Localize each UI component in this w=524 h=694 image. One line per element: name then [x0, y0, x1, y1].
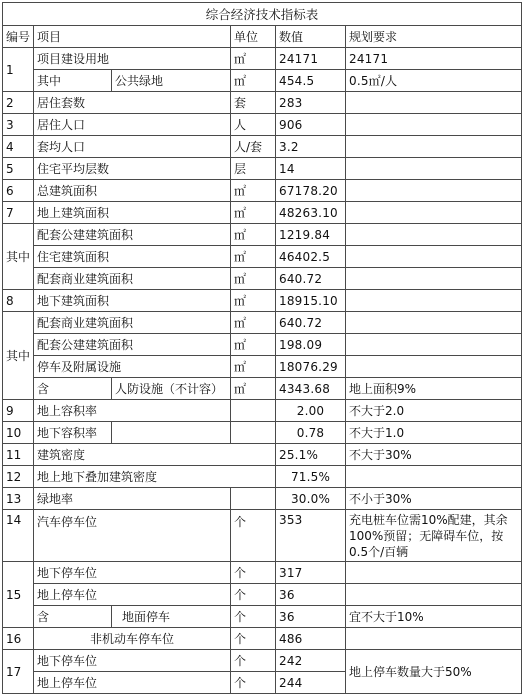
item-name: 地下建筑面积 [34, 290, 231, 312]
value-cell: 46402.5 [276, 246, 346, 268]
unit-cell: 个 [231, 672, 276, 694]
row-number: 9 [3, 400, 34, 422]
value-cell: 244 [276, 672, 346, 694]
requirement-cell: 不小于30% [346, 488, 522, 510]
item-name: 非机动车停车位 [34, 628, 231, 650]
header-item: 项目 [34, 26, 231, 48]
requirement-cell [346, 356, 522, 378]
indicator-sheet [2, 2, 521, 691]
table-row [3, 136, 522, 158]
value-cell: 906 [276, 114, 346, 136]
item-name: 住宅建筑面积 [34, 246, 231, 268]
unit-cell: 个 [231, 562, 276, 584]
table-row [3, 92, 522, 114]
table-row [3, 606, 522, 628]
requirement-cell [346, 628, 522, 650]
header-row [3, 26, 522, 48]
value-cell: 283 [276, 92, 346, 114]
table-row [3, 48, 522, 70]
table-row [3, 562, 522, 584]
requirement-cell [346, 202, 522, 224]
table-row [3, 312, 522, 334]
indicator-table [2, 2, 522, 694]
table-row [3, 70, 522, 92]
item-name: 地面停车 [112, 606, 231, 628]
unit-cell: 个 [231, 510, 276, 562]
value-cell: 640.72 [276, 312, 346, 334]
item-name: 总建筑面积 [34, 180, 231, 202]
unit-cell: ㎡ [231, 290, 276, 312]
value-cell: 3.2 [276, 136, 346, 158]
item-name: 绿地率 [34, 488, 231, 510]
item-name: 地上停车位 [34, 584, 231, 606]
sub-prefix: 含 [34, 606, 112, 628]
item-name: 地上容积率 [34, 400, 231, 422]
sub-prefix: 含 [34, 378, 112, 400]
unit-cell: 个 [231, 584, 276, 606]
table-row [3, 650, 522, 672]
value-cell: 25.1% [276, 444, 346, 466]
unit-cell: 人 [231, 114, 276, 136]
value-cell: 454.5 [276, 70, 346, 92]
header-unit: 单位 [231, 26, 276, 48]
item-name: 配套公建建筑面积 [34, 334, 231, 356]
table-row [3, 378, 522, 400]
requirement-cell [346, 180, 522, 202]
table-row [3, 584, 522, 606]
requirement-cell [346, 246, 522, 268]
requirement-cell [346, 92, 522, 114]
item-name: 配套商业建筑面积 [34, 268, 231, 290]
header-value: 数值 [276, 26, 346, 48]
value-cell: 36 [276, 584, 346, 606]
value-cell: 24171 [276, 48, 346, 70]
value-cell: 67178.20 [276, 180, 346, 202]
item-name: 人防设施（不计容） [112, 378, 231, 400]
group-label: 其中 [3, 224, 34, 290]
table-row [3, 334, 522, 356]
requirement-cell: 宜不大于10% [346, 606, 522, 628]
requirement-cell [346, 334, 522, 356]
requirement-cell [346, 114, 522, 136]
header-requirement: 规划要求 [346, 26, 522, 48]
row-number: 13 [3, 488, 34, 510]
requirement-cell [346, 268, 522, 290]
table-title: 综合经济技术指标表 [3, 3, 522, 26]
item-name: 居住套数 [34, 92, 231, 114]
item-name: 居住人口 [34, 114, 231, 136]
value-cell: 18076.29 [276, 356, 346, 378]
item-name: 地下停车位 [34, 562, 231, 584]
row-number: 6 [3, 180, 34, 202]
value-cell: 4343.68 [276, 378, 346, 400]
sub-prefix: 其中 [34, 70, 112, 92]
value-cell: 640.72 [276, 268, 346, 290]
unit-cell: 个 [231, 606, 276, 628]
requirement-cell: 不大于30% [346, 444, 522, 466]
value-cell: 0.78 [276, 422, 346, 444]
row-number: 17 [3, 650, 34, 694]
requirement-cell [346, 312, 522, 334]
table-row [3, 488, 522, 510]
group-label: 其中 [3, 312, 34, 400]
unit-cell: ㎡ [231, 334, 276, 356]
unit-cell: ㎡ [231, 356, 276, 378]
item-name: 停车及附属设施 [34, 356, 231, 378]
requirement-cell [346, 158, 522, 180]
unit-cell: 人/套 [231, 136, 276, 158]
requirement-cell: 不大于2.0 [346, 400, 522, 422]
value-cell: 14 [276, 158, 346, 180]
table-row [3, 444, 522, 466]
item-name: 地下容积率 [34, 422, 112, 444]
header-no: 编号 [3, 26, 34, 48]
table-row [3, 422, 522, 444]
table-row [3, 290, 522, 312]
item-name: 地上建筑面积 [34, 202, 231, 224]
item-name: 套均人口 [34, 136, 231, 158]
unit-cell: 个 [231, 650, 276, 672]
item-name: 公共绿地 [112, 70, 231, 92]
value-cell: 48263.10 [276, 202, 346, 224]
unit-cell: ㎡ [231, 312, 276, 334]
value-cell: 36 [276, 606, 346, 628]
row-number: 12 [3, 466, 34, 488]
table-row [3, 224, 522, 246]
row-number: 8 [3, 290, 34, 312]
table-row [3, 628, 522, 650]
table-row [3, 400, 522, 422]
unit-cell: ㎡ [231, 48, 276, 70]
table-row [3, 268, 522, 290]
table-row [3, 246, 522, 268]
row-number: 10 [3, 422, 34, 444]
row-number: 1 [3, 48, 34, 92]
item-name: 建筑密度 [34, 444, 276, 466]
requirement-cell [346, 584, 522, 606]
value-cell: 1219.84 [276, 224, 346, 246]
unit-cell: 个 [231, 628, 276, 650]
value-cell: 2.00 [276, 400, 346, 422]
row-number: 3 [3, 114, 34, 136]
requirement-cell [346, 290, 522, 312]
value-cell: 30.0% [276, 488, 346, 510]
row-number: 7 [3, 202, 34, 224]
requirement-cell [346, 224, 522, 246]
table-row [3, 180, 522, 202]
value-cell: 198.09 [276, 334, 346, 356]
table-row [3, 466, 522, 488]
requirement-cell: 不大于1.0 [346, 422, 522, 444]
unit-cell: ㎡ [231, 180, 276, 202]
item-name: 配套商业建筑面积 [34, 312, 231, 334]
unit-cell: ㎡ [231, 224, 276, 246]
row-number: 16 [3, 628, 34, 650]
item-name: 项目建设用地 [34, 48, 231, 70]
unit-cell: ㎡ [231, 70, 276, 92]
unit-cell: 层 [231, 158, 276, 180]
requirement-cell: 24171 [346, 48, 522, 70]
item-name: 配套公建建筑面积 [34, 224, 231, 246]
item-name: 地上停车位 [34, 672, 231, 694]
table-row [3, 114, 522, 136]
item-name: 汽车停车位 [34, 510, 231, 562]
item-name: 住宅平均层数 [34, 158, 231, 180]
table-row [3, 158, 522, 180]
unit-cell [231, 422, 276, 444]
row-number: 2 [3, 92, 34, 114]
value-cell: 242 [276, 650, 346, 672]
requirement-cell [346, 136, 522, 158]
value-cell: 317 [276, 562, 346, 584]
table-row [3, 202, 522, 224]
row-number: 5 [3, 158, 34, 180]
spacer-cell [112, 422, 231, 444]
item-name: 地上地下叠加建筑密度 [34, 466, 276, 488]
requirement-cell: 地上面积9% [346, 378, 522, 400]
unit-cell: ㎡ [231, 246, 276, 268]
title-row [3, 3, 522, 26]
requirement-cell: 充电桩车位需10%配建，其余100%预留；无障碍车位，按0.5个/百辆 [346, 510, 522, 562]
unit-cell: ㎡ [231, 378, 276, 400]
requirement-cell: 地上停车数量大于50% [346, 650, 522, 694]
row-number: 11 [3, 444, 34, 466]
requirement-cell [346, 466, 522, 488]
unit-cell: ㎡ [231, 268, 276, 290]
value-cell: 353 [276, 510, 346, 562]
unit-cell [231, 400, 276, 422]
table-row [3, 510, 522, 562]
value-cell: 486 [276, 628, 346, 650]
row-number: 4 [3, 136, 34, 158]
requirement-cell [346, 562, 522, 584]
unit-cell: 套 [231, 92, 276, 114]
row-number: 14 [3, 510, 34, 562]
row-number: 15 [3, 562, 34, 628]
requirement-cell: 0.5㎡/人 [346, 70, 522, 92]
value-cell: 18915.10 [276, 290, 346, 312]
value-cell: 71.5% [276, 466, 346, 488]
table-row [3, 356, 522, 378]
unit-cell [231, 488, 276, 510]
unit-cell: ㎡ [231, 202, 276, 224]
item-name: 地下停车位 [34, 650, 231, 672]
